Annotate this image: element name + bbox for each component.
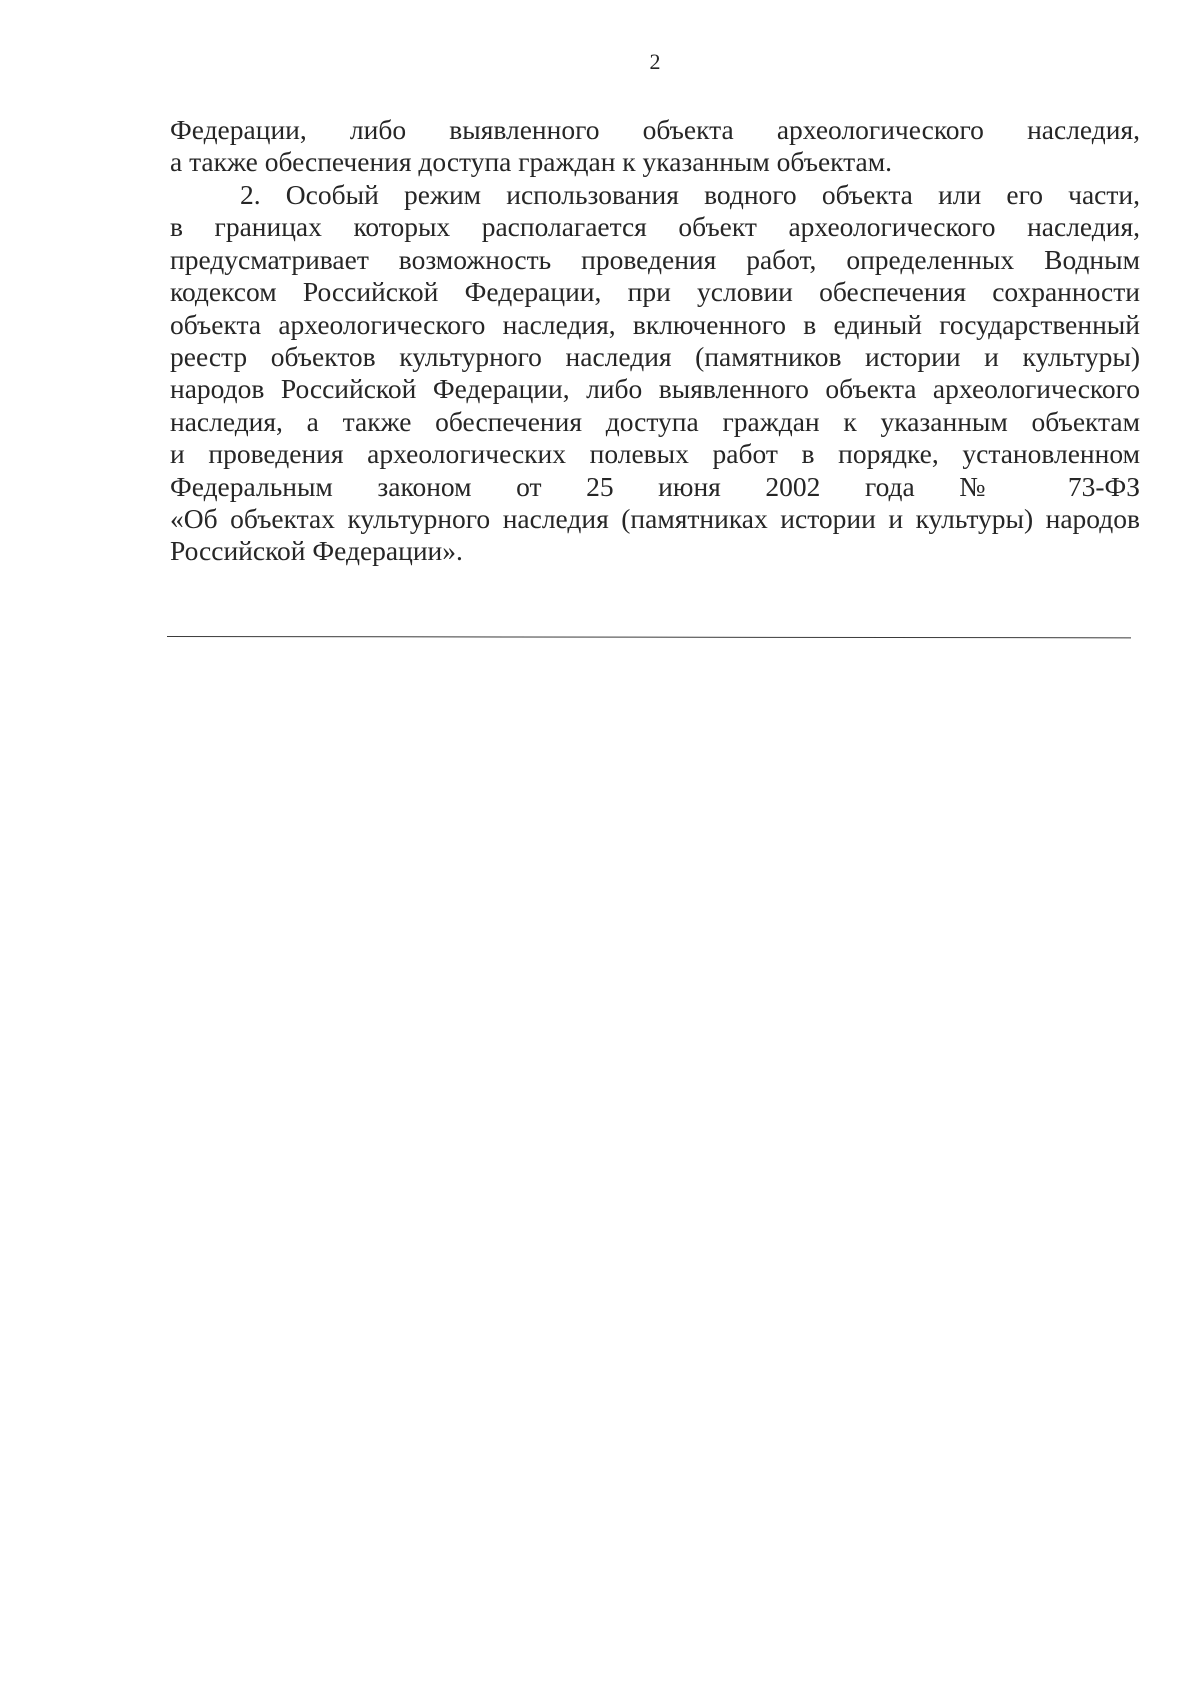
page-number: 2	[649, 49, 661, 74]
text-line: наследия, а также обеспечения доступа граждан к указанным объектам	[170, 405, 1140, 437]
text-line: реестр объектов культурного наследия (памятников истории и культуры)	[170, 340, 1140, 372]
text-line: Российской Федерации».	[170, 535, 463, 567]
text-line: и проведения археологических полевых работ в порядке, установленном	[170, 438, 1140, 470]
text-line: объекта археологического наследия, включенного в единый государственный	[170, 308, 1140, 340]
text-line: кодексом Российской Федерации, при условии обеспечения сохранности	[170, 276, 1140, 308]
text-line: Федерации, либо выявленного объекта археологического наследия,	[170, 114, 1140, 145]
text-line: 2. Особый режим использования водного объекта или его части,	[240, 179, 1140, 210]
paragraph-2	[170, 179, 1140, 568]
text-line: «Об объектах культурного наследия (памятниках истории и культуры) народов	[170, 502, 1140, 534]
text-line: Федеральным законом от 25 июня 2002 года № 73-ФЗ	[170, 470, 1140, 502]
text-line: в границах которых располагается объект археологического наследия,	[170, 211, 1140, 243]
text-line: предусматривает возможность проведения работ, определенных Водным	[170, 243, 1140, 275]
text-line: народов Российской Федерации, либо выявленного объекта археологического	[170, 373, 1140, 405]
text-line: а также обеспечения доступа граждан к указанным объектам.	[170, 146, 892, 178]
continuation-paragraph	[170, 114, 1140, 179]
closing-rule	[167, 636, 1131, 638]
